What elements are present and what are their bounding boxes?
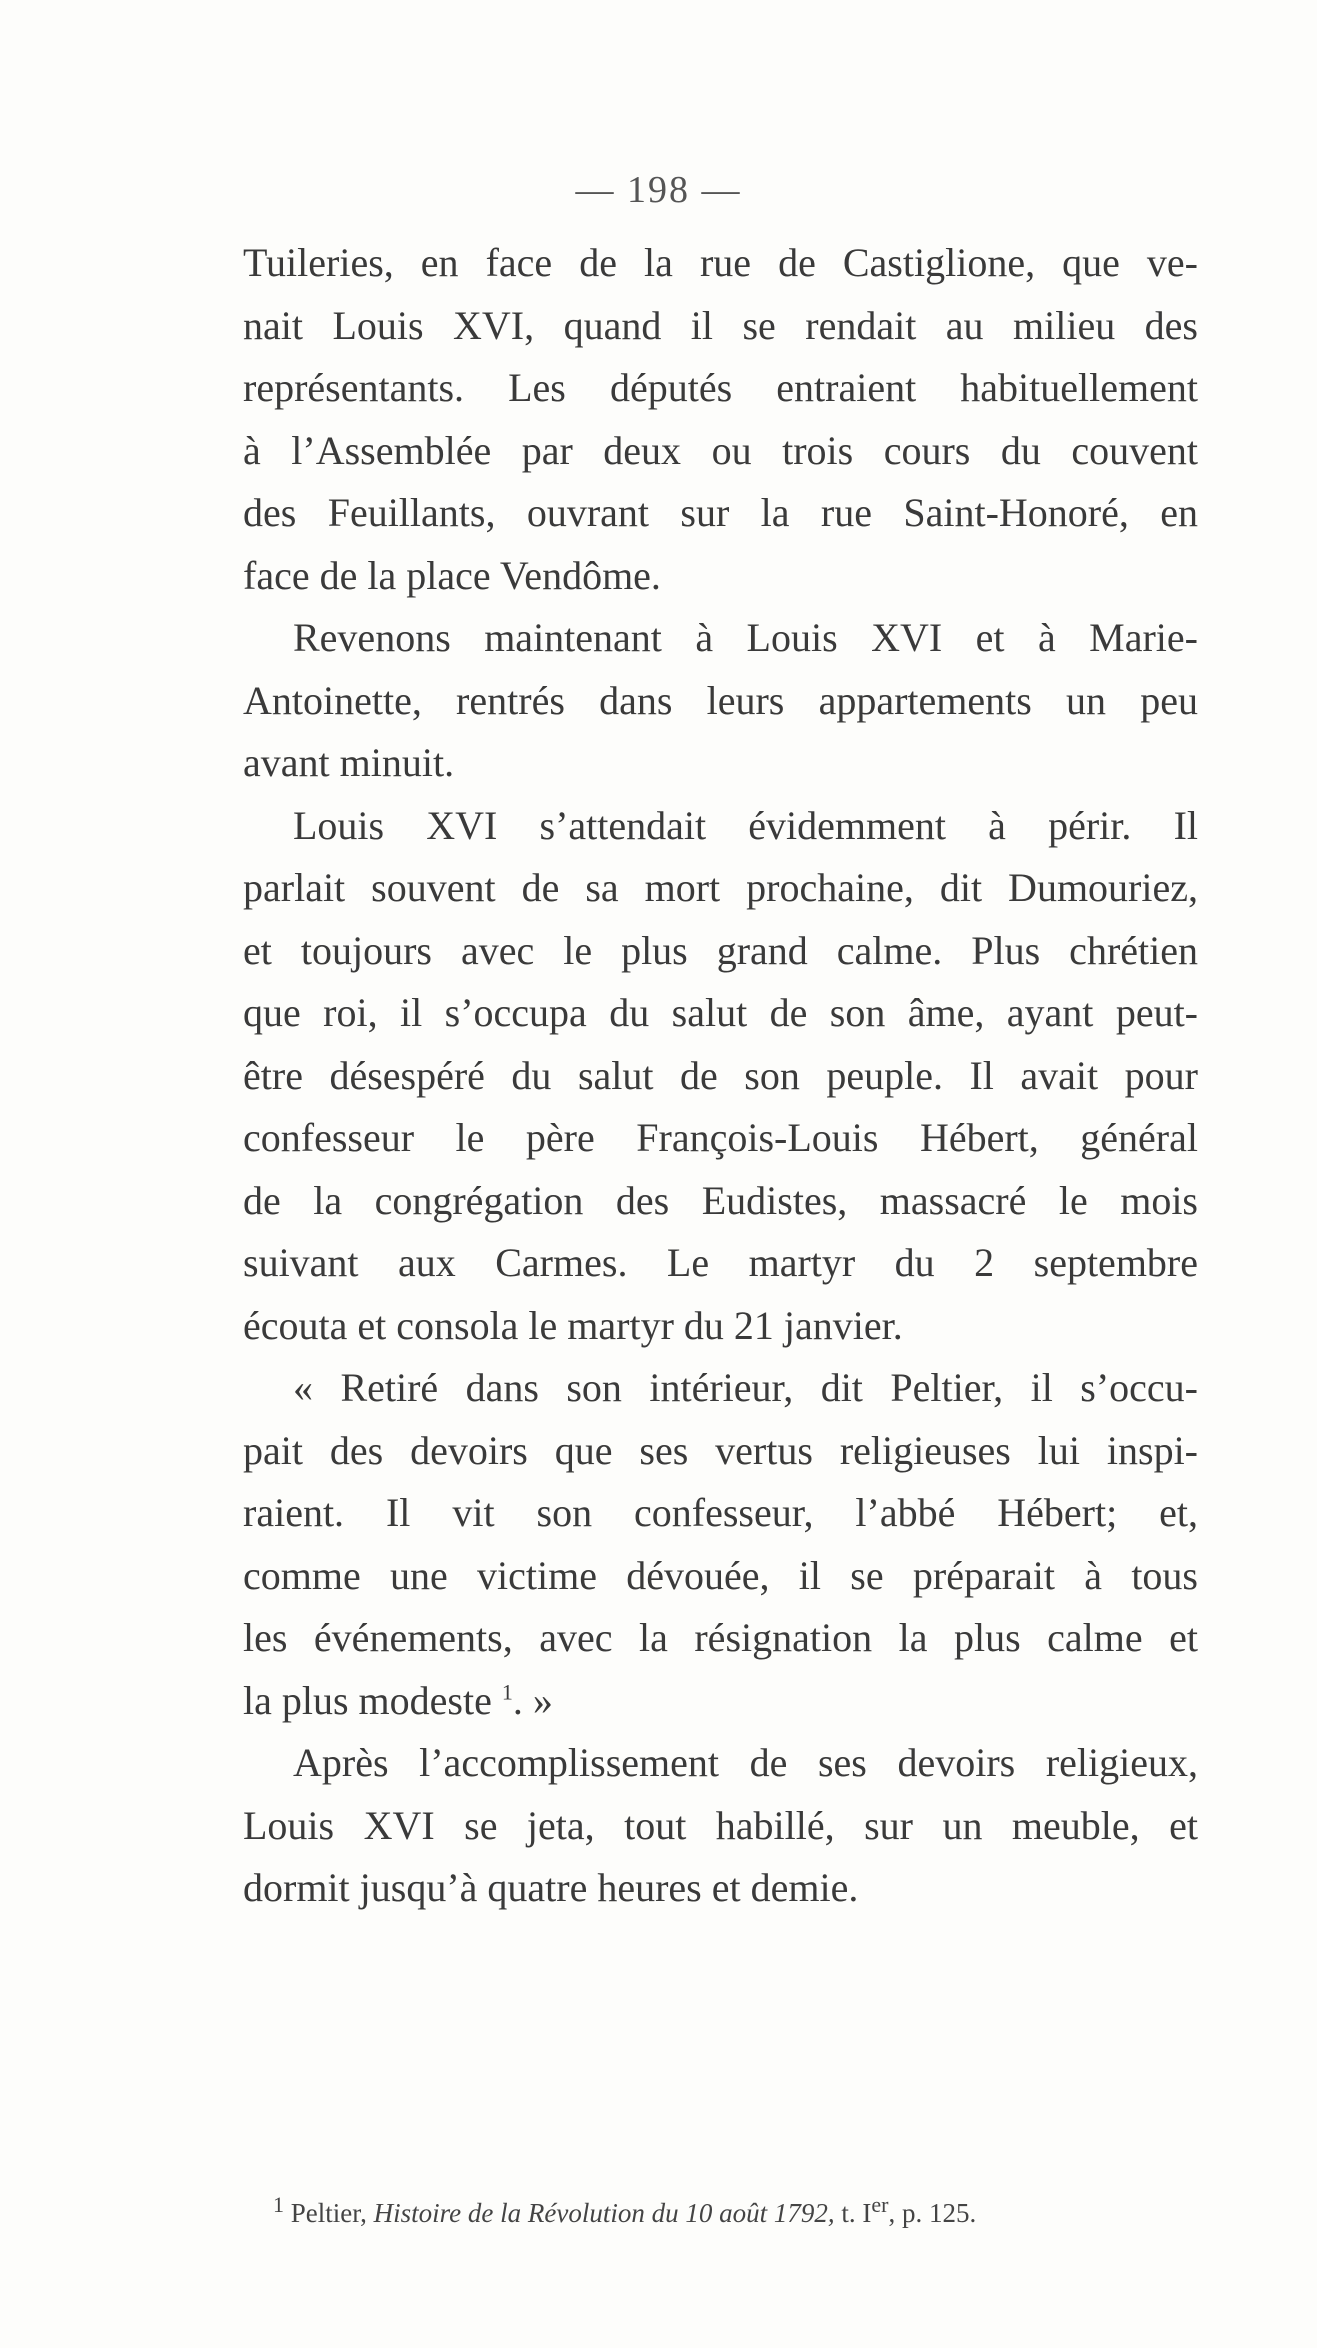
text-line: nait Louis XVI, quand il se rendait au milieu des [243, 302, 1198, 348]
text-line: Antoinette, rentrés dans leurs appartements un peu [243, 677, 1198, 723]
text-line: suivant aux Carmes. Le martyr du 2 septembre [243, 1240, 1198, 1285]
text-line: des Feuillants, ouvrant sur la rue Saint-Honoré, en [243, 490, 1198, 535]
text-line: Tuileries, en face de la rue de Castiglione, que ve- [243, 240, 1198, 285]
text-fragment: la plus modeste [243, 1677, 492, 1723]
text-line: être désespéré du salut de son peuple. Il avait pour [243, 1052, 1198, 1098]
text-line: comme une victime dévouée, il se préparait à tous [243, 1552, 1198, 1598]
text-line: avant minuit. [243, 740, 455, 785]
text-line: Revenons maintenant à Louis XVI et à Marie- [293, 615, 1198, 660]
footnote-author: Peltier, [290, 2198, 367, 2228]
text-line: de la congrégation des Eudistes, massacré le mois [243, 1177, 1198, 1223]
text-line: et toujours avec le plus grand calme. Plus chrétien [243, 927, 1198, 973]
text-line: « Retiré dans son intérieur, dit Peltier, il s’occu- [293, 1365, 1198, 1410]
text-line: Après l’accomplissement de ses devoirs religieux, [293, 1740, 1198, 1785]
text-line: Louis XVI se jeta, tout habillé, sur un meuble, et [243, 1802, 1198, 1848]
footnote-ref-pre: t. I [841, 2198, 872, 2228]
text-line: les événements, avec la résignation la plus calme et [243, 1615, 1198, 1660]
text-line: écouta et consola le martyr du 21 janvier. [243, 1302, 903, 1348]
footnote [273, 2192, 1203, 2231]
text-line: dormit jusqu’à quatre heures et demie. [243, 1865, 859, 1910]
text-line: confesseur le père François-Louis Hébert, général [243, 1115, 1198, 1160]
footnote-ref-post: , p. 125. [888, 2198, 977, 2228]
text-line: face de la place Vendôme. [243, 552, 661, 598]
text-line-with-footnote [243, 1670, 1198, 1733]
page-number: — 198 — [575, 169, 742, 211]
text-line: pait des devoirs que ses vertus religieuses lui inspi- [243, 1427, 1198, 1473]
footnote-title: Histoire de la Révolution du 10 août 1792, [373, 2198, 835, 2228]
body-text [243, 232, 1198, 1920]
text-line: parlait souvent de sa mort prochaine, dit Dumouriez, [243, 865, 1198, 910]
text-line: Louis XVI s’attendait évidemment à périr. Il [293, 802, 1198, 848]
footnote-reference: 1 [501, 1679, 513, 1705]
text-line: raient. Il vit son confesseur, l’abbé Hébert; et, [243, 1490, 1198, 1535]
text-line: que roi, il s’occupa du salut de son âme, ayant peut- [243, 990, 1198, 1035]
text-line: représentants. Les députés entraient habituellement [243, 365, 1198, 410]
footnote-marker: 1 [273, 2192, 284, 2217]
footnote-ref-sup: er [871, 2192, 889, 2217]
quote-close: . » [512, 1677, 553, 1723]
text-line: à l’Assemblée par deux ou trois cours du couvent [243, 427, 1198, 473]
